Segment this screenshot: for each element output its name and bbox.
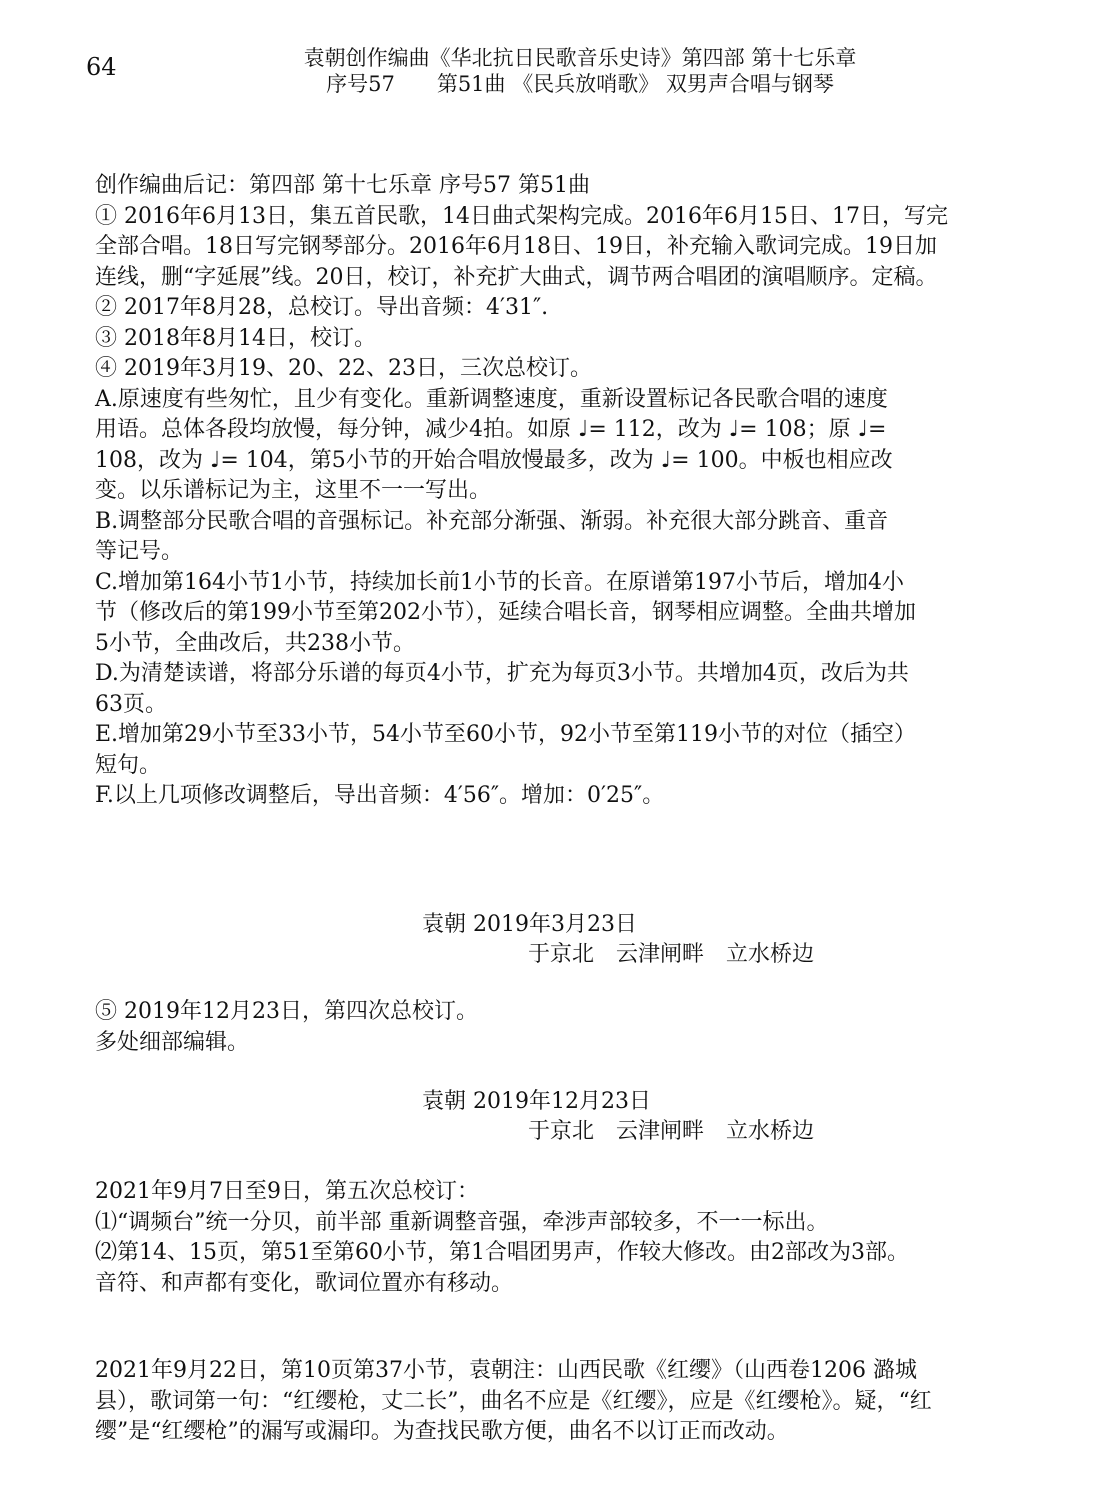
item-4e: E.增加第29小节至33小节，54小节至60小节，92小节至第119小节的对位（插空）短句。 bbox=[95, 722, 917, 778]
item-3: ③ 2018年8月14日，校订。 bbox=[95, 325, 376, 351]
header-title-line2: 序号57 第51曲 《民兵放哨歌》 双男声合唱与钢琴 bbox=[326, 72, 834, 96]
postscript-section-1 bbox=[95, 171, 955, 812]
item-4: ④ 2019年3月19、20、22、23日，三次总校订。 bbox=[95, 356, 592, 381]
signature-2-name-date: 袁朝 2019年12月23日 bbox=[422, 1089, 651, 1114]
revision-5-item-1: ⑴“调频台”统一分贝，前半部 重新调整音强，牵涉声部较多，不一一标出。 bbox=[95, 1209, 829, 1235]
item-4f: F.以上几项修改调整后，导出音频：4′56″。增加：0′25″。 bbox=[95, 783, 665, 808]
item-1: ① 2016年6月13日，集五首民歌，14日曲式架构完成。2016年6月15日、17日，写完全部合唱。18日写完钢琴部分。2016年6月18日、19日，补充输入歌词完成。19日加连线，删“字延展”线。20日，校订，补充扩大曲式，调节两合唱团的演唱顺序。定稿。 bbox=[95, 203, 948, 290]
item-5: ⑤ 2019年12月23日，第四次总校订。 bbox=[95, 999, 478, 1024]
note-2021-09-22: 2021年9月22日，第10页第37小节，袁朝注：山西民歌《红缨》（山西卷1206 潞城县），歌词第一句：“红缨枪，丈二长”，曲名不应是《红缨》，应是《红缨枪》。疑，“红缨”是“红缨枪”的漏写或漏印。为查找民歌方便，曲名不以订正而改动。 bbox=[95, 1358, 932, 1444]
postscript-section-4 bbox=[95, 1356, 955, 1448]
header-title-line1: 袁朝创作编曲《华北抗日民歌音乐史诗》第四部 第十七乐章 bbox=[303, 46, 857, 70]
item-2: ② 2017年8月28，总校订。导出音频：4′31″. bbox=[95, 295, 549, 320]
revision-5-heading: 2021年9月7日至9日，第五次总校订： bbox=[95, 1179, 479, 1204]
signature-1-name-date: 袁朝 2019年3月23日 bbox=[422, 912, 637, 937]
signature-2-place: 于京北 云津闸畔 立水桥边 bbox=[528, 1119, 815, 1144]
postscript-section-2 bbox=[95, 997, 975, 1058]
postscript-section-3 bbox=[95, 1177, 925, 1299]
item-4d: D.为清楚读谱，将部分乐谱的每页4小节，扩充为每页3小节。共增加4页，改后为共63页。 bbox=[95, 661, 909, 717]
item-5-detail: 多处细部编辑。 bbox=[95, 1029, 250, 1055]
page-number: 64 bbox=[86, 53, 117, 81]
signature-1-place: 于京北 云津闸畔 立水桥边 bbox=[528, 942, 815, 967]
item-4a: A.原速度有些匆忙，且少有变化。重新调整速度，重新设置标记各民歌合唱的速度用语。总体各段均放慢，每分钟，减少4拍。如原 ♩= 112，改为 ♩= 108；原 ♩= 108，改为 ♩= 104，第5小节的开始合唱放慢最多，改为 ♩= 100。中板也相应改变。以乐谱标记为主，这里不一一写出。 bbox=[95, 386, 893, 503]
item-4b: B.调整部分民歌合唱的音强标记。补充部分渐强、渐弱。补充很大部分跳音、重音等记号。 bbox=[95, 508, 889, 564]
revision-5-item-2: ⑵第14、15页，第51至第60小节，第1合唱团男声，作较大修改。由2部改为3部。音符、和声都有变化，歌词位置亦有移动。 bbox=[95, 1240, 909, 1296]
item-4c: C.增加第164小节1小节，持续加长前1小节的长音。在原谱第197小节后，增加4小节（修改后的第199小节至第202小节），延续合唱长音，钢琴相应调整。全曲共增加5小节，全曲改后，共238小节。 bbox=[95, 569, 916, 656]
postscript-heading: 创作编曲后记：第四部 第十七乐章 序号57 第51曲 bbox=[95, 173, 590, 198]
